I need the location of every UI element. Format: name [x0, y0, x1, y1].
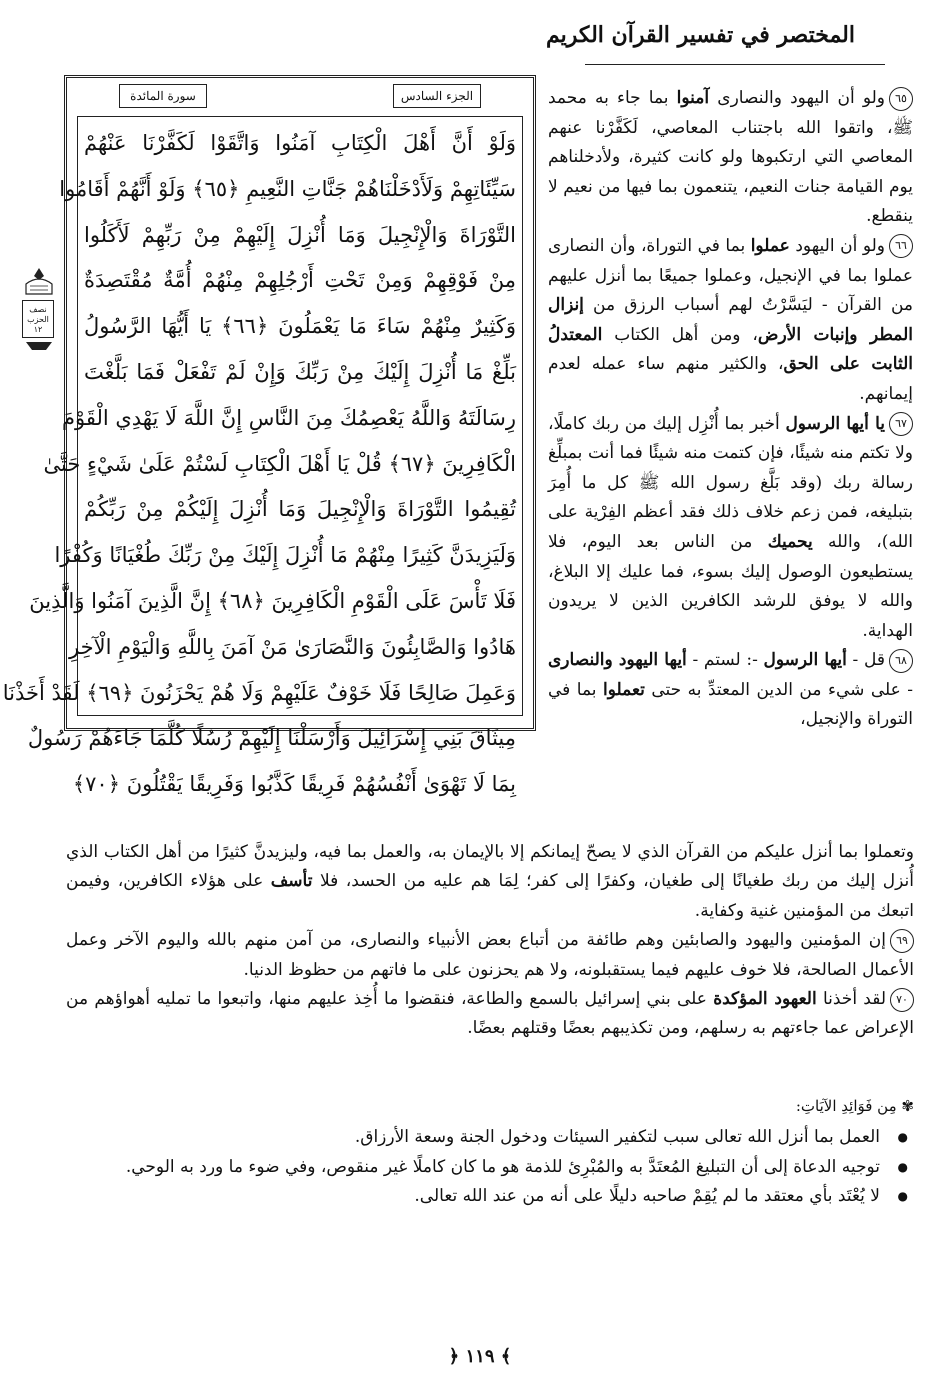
tafsir-text: من الناس بعد اليوم، فلا يستطيعون الوصول إليك بسوء، فما عليك إلا البلاغ، والله لا يوفق للرشد الكافرين الذين لا يريدون الهداية.: [548, 531, 913, 641]
tafsir-text: ولو أن اليهود: [789, 235, 885, 256]
verse-line: التَّوْرَاةَ وَالْإِنْجِيلَ وَمَا أُنْزِلَ إِلَيْهِمْ مِنْ رَبِّهِمْ لَأَكَلُوا: [84, 222, 516, 247]
verse-number-badge: ٧٠: [890, 988, 914, 1012]
verse-line: وَلَيَزِيدَنَّ كَثِيرًا مِنْهُمْ مَا أُنْزِلَ إِلَيْكَ مِنْ رَبِّكَ طُغْيَانًا وَكُفْرًا: [54, 543, 516, 568]
benefit-item: ● لا يُعْتَد بأي معتقد ما لم يُقِمْ صاحبه دليلًا على أنه من عند الله تعالى.: [66, 1182, 914, 1211]
tafsir-text: أخبر بما أُنْزِل إليك من ربك كاملًا، ولا تكتم منه شيئًا، فإن كتمت منه شيئًا فما أنت بمبلِّغ رسالة ربك (وقد بَلَّغ رسول الله ﷺ كل ما أُمِرَ بتبليغه، فمن زعم خلاف ذلك فقد أعظم الفِرْية على الله)، والله: [548, 413, 913, 552]
page-number-text: ١١٩: [465, 1346, 495, 1367]
tafsir-keyword: تأسف: [270, 871, 313, 892]
tafsir-keyword: أيها اليهود والنصارى: [548, 650, 687, 671]
tafsir-keyword: تعملوا: [603, 679, 645, 700]
tafsir-text: على بني إسرائيل بالسمع والطاعة، فنقضوا ما أُخِذ عليهم منها، واتبعوا ما تمليه أهواؤهم من الإعراض عما جاءتهم به رسلهم، ومن تكذيبهم بعضًا وقتلهم بعضًا.: [66, 989, 914, 1039]
tafsir-full-column: [66, 838, 914, 1044]
verse-number-badge: ٦٨: [889, 649, 913, 673]
tafsir-verse-68: [548, 646, 913, 735]
hizb-label: نصف الحزب ١٢: [22, 300, 54, 338]
verse-benefits: [66, 1092, 914, 1212]
benefits-title-text: مِن فَوَائِدِ الآيَاتِ:: [795, 1097, 897, 1115]
verse-number-badge: ٦٧: [889, 412, 913, 436]
tafsir-text: ولو أن اليهود والنصارى: [709, 88, 885, 108]
verse-line: وَعَمِلَ صَالِحًا فَلَا خَوْفٌ عَلَيْهِمْ وَلَا هُمْ يَحْزَنُونَ ﴿٦٩﴾ لَقَدْ أَخَذْنَا: [2, 680, 516, 705]
tafsir-verse-68-cont: [66, 838, 914, 926]
surah-label: سورة المائدة: [119, 84, 207, 108]
book-title: المختصر في تفسير القرآن الكريم: [546, 22, 855, 48]
tafsir-text: وتعملوا بما أنزل عليكم من القرآن الذي لا يصحّ إيمانكم إلا بالإيمان به، والعمل بما فيه، وليزيدنَّ كثيرًا من أهل الكتاب الذي أُنزل إليك من ربك طغيانًا إلى طغيان، وكفرًا إلى كفر؛ لِمَا هم عليه من الحسد، فلا: [66, 842, 914, 892]
verse-line: فَلَا تَأْسَ عَلَى الْقَوْمِ الْكَافِرِينَ ﴿٦٨﴾ إِنَّ الَّذِينَ آمَنُوا وَالَّذِينَ: [29, 588, 516, 613]
tafsir-text: بما جاء به محمد ﷺ، واتقوا الله باجتناب المعاصي، لَكَفَّرْنا عنهم المعاصي التي ارتكبوها ولو كانت كثيرة، ولأدخلناهم يوم القيامة جنات النعيم، يتنعمون بما فيها من نعيم لا ينقطع.: [548, 88, 913, 227]
tafsir-verse-69: [66, 926, 914, 985]
tafsir-text: ، ومن أهل الكتاب: [602, 324, 758, 345]
tafsir-verse-70: [66, 985, 914, 1044]
tafsir-text: على هؤلاء الكافرين، وفيمن اتبعك من المؤمنين غنية وكفاية.: [66, 871, 914, 921]
tafsir-keyword: إنزال المطر وإنبات الأرض: [548, 295, 913, 345]
tafsir-text: ، والكثير منهم ساء عمله لعدم إيمانهم.: [548, 354, 913, 404]
tafsir-keyword: أيها الرسول: [763, 650, 847, 671]
verse-line: رِسَالَتَهُ وَاللَّهُ يَعْصِمُكَ مِنَ النَّاسِ إِنَّ اللَّهَ لَا يَهْدِي الْقَوْمَ: [61, 405, 516, 430]
tafsir-keyword: يحميك: [767, 531, 813, 552]
benefit-item: ● توجيه الدعاة إلى أن التبليغ المُعتَدَّ به والمُبْرِئ للذمة هو ما كان كاملًا غير منقوص، وفي ضوء ما ورد به الوحي.: [66, 1153, 914, 1182]
verse-line: مِنْ فَوْقِهِمْ وَمِنْ تَحْتِ أَرْجُلِهِمْ مِنْهُمْ أُمَّةٌ مُقْتَصِدَةٌ: [84, 268, 516, 293]
verse-line: سَيِّئَاتِهِمْ وَلَأَدْخَلْنَاهُمْ جَنَّاتِ النَّعِيمِ ﴿٦٥﴾ وَلَوْ أَنَّهُمْ أَقَامُوا: [59, 176, 516, 201]
benefits-list: [66, 1123, 914, 1211]
verse-line: وَلَوْ أَنَّ أَهْلَ الْكِتَابِ آمَنُوا وَاتَّقَوْا لَكَفَّرْنَا عَنْهُمْ: [84, 131, 516, 155]
verse-number-badge: ٦٥: [889, 87, 913, 111]
ornament-right-icon: ﴿: [448, 1346, 460, 1367]
verse-line: مِيثَاقَ بَنِي إِسْرَائِيلَ وَأَرْسَلْنَا إِلَيْهِمْ رُسُلًا كُلَّمَا جَاءَهُمْ رَسُولٌ: [27, 726, 516, 751]
tafsir-keyword: العهود المؤكدة: [713, 989, 817, 1010]
tafsir-verse-66: [548, 232, 913, 410]
verse-line: الْكَافِرِينَ ﴿٦٧﴾ قُلْ يَا أَهْلَ الْكِتَابِ لَسْتُمْ عَلَىٰ شَيْءٍ حَتَّىٰ: [43, 451, 516, 476]
tafsir-text: إن المؤمنين واليهود والصابئين وهم طائفة من أتباع بعض الأنبياء والنصارى، من آمن منهم بالله واليوم الآخر وعمل الأعمال الصالحة، فلا خوف عليهم فيما يستقبلونه، ولا هم يحزنون على ما فاتهم من حظوظ الدنيا.: [66, 930, 914, 980]
verse-line: بَلِّغْ مَا أُنْزِلَ إِلَيْكَ مِنْ رَبِّكَ وَإِنْ لَمْ تَفْعَلْ فَمَا بَلَّغْتَ: [84, 359, 516, 384]
tafsir-right-column: [548, 84, 913, 735]
tafsir-keyword: يا أيها الرسول: [785, 413, 885, 434]
ornament-left-icon: ﴾: [500, 1346, 512, 1367]
verse-line: بِمَا لَا تَهْوَىٰ أَنْفُسُهُمْ فَرِيقًا كَذَّبُوا وَفَرِيقًا يَقْتُلُونَ ﴿٧٠﴾: [72, 772, 516, 797]
tafsir-text: بما في التوراة والإنجيل،: [548, 679, 913, 730]
benefit-item: ● العمل بما أنزل الله تعالى سبب لتكفير السيئات ودخول الجنة وسعة الأرزاق.: [66, 1123, 914, 1152]
verse-line: تُقِيمُوا التَّوْرَاةَ وَالْإِنْجِيلَ وَمَا أُنْزِلَ إِلَيْكُمْ مِنْ رَبِّكُمْ: [84, 497, 517, 522]
tafsir-text: قل -: [846, 650, 885, 671]
juz-label: الجزء السادس: [393, 84, 481, 108]
verse-number-badge: ٦٩: [890, 929, 914, 953]
tafsir-keyword: آمنوا: [676, 88, 710, 108]
benefits-title: [66, 1092, 914, 1121]
tafsir-text: -: لستم -: [686, 650, 764, 671]
flower-icon: ✾: [901, 1097, 914, 1115]
tafsir-keyword: عملوا: [750, 235, 790, 256]
tafsir-keyword: المعتدلُ الثابت على الحق: [548, 324, 913, 375]
verse-line: وَكَثِيرٌ مِنْهُمْ سَاءَ مَا يَعْمَلُونَ ﴿٦٦﴾ يَا أَيُّهَا الرَّسُولُ: [84, 314, 516, 339]
header-divider: [585, 64, 885, 65]
tafsir-verse-67: [548, 410, 913, 647]
tafsir-text: لقد أخذنا: [816, 989, 887, 1010]
tafsir-text: - على شيء من الدين المعتدِّ به حتى: [644, 679, 914, 700]
page-number: [420, 1346, 540, 1367]
tafsir-text: بما في التوراة، وأن النصارى عملوا بما في الإنجيل، وعملوا جميعًا بما أنزل عليهم من القرآن - ليَسَّرْتُ لهم أسباب الرزق من: [548, 235, 913, 316]
verse-line: هَادُوا وَالصَّابِئُونَ وَالنَّصَارَىٰ مَنْ آمَنَ بِاللَّهِ وَالْيَوْمِ الْآخِرِ: [69, 634, 516, 659]
verse-number-badge: ٦٦: [889, 234, 913, 258]
tafsir-verse-65: [548, 84, 913, 232]
